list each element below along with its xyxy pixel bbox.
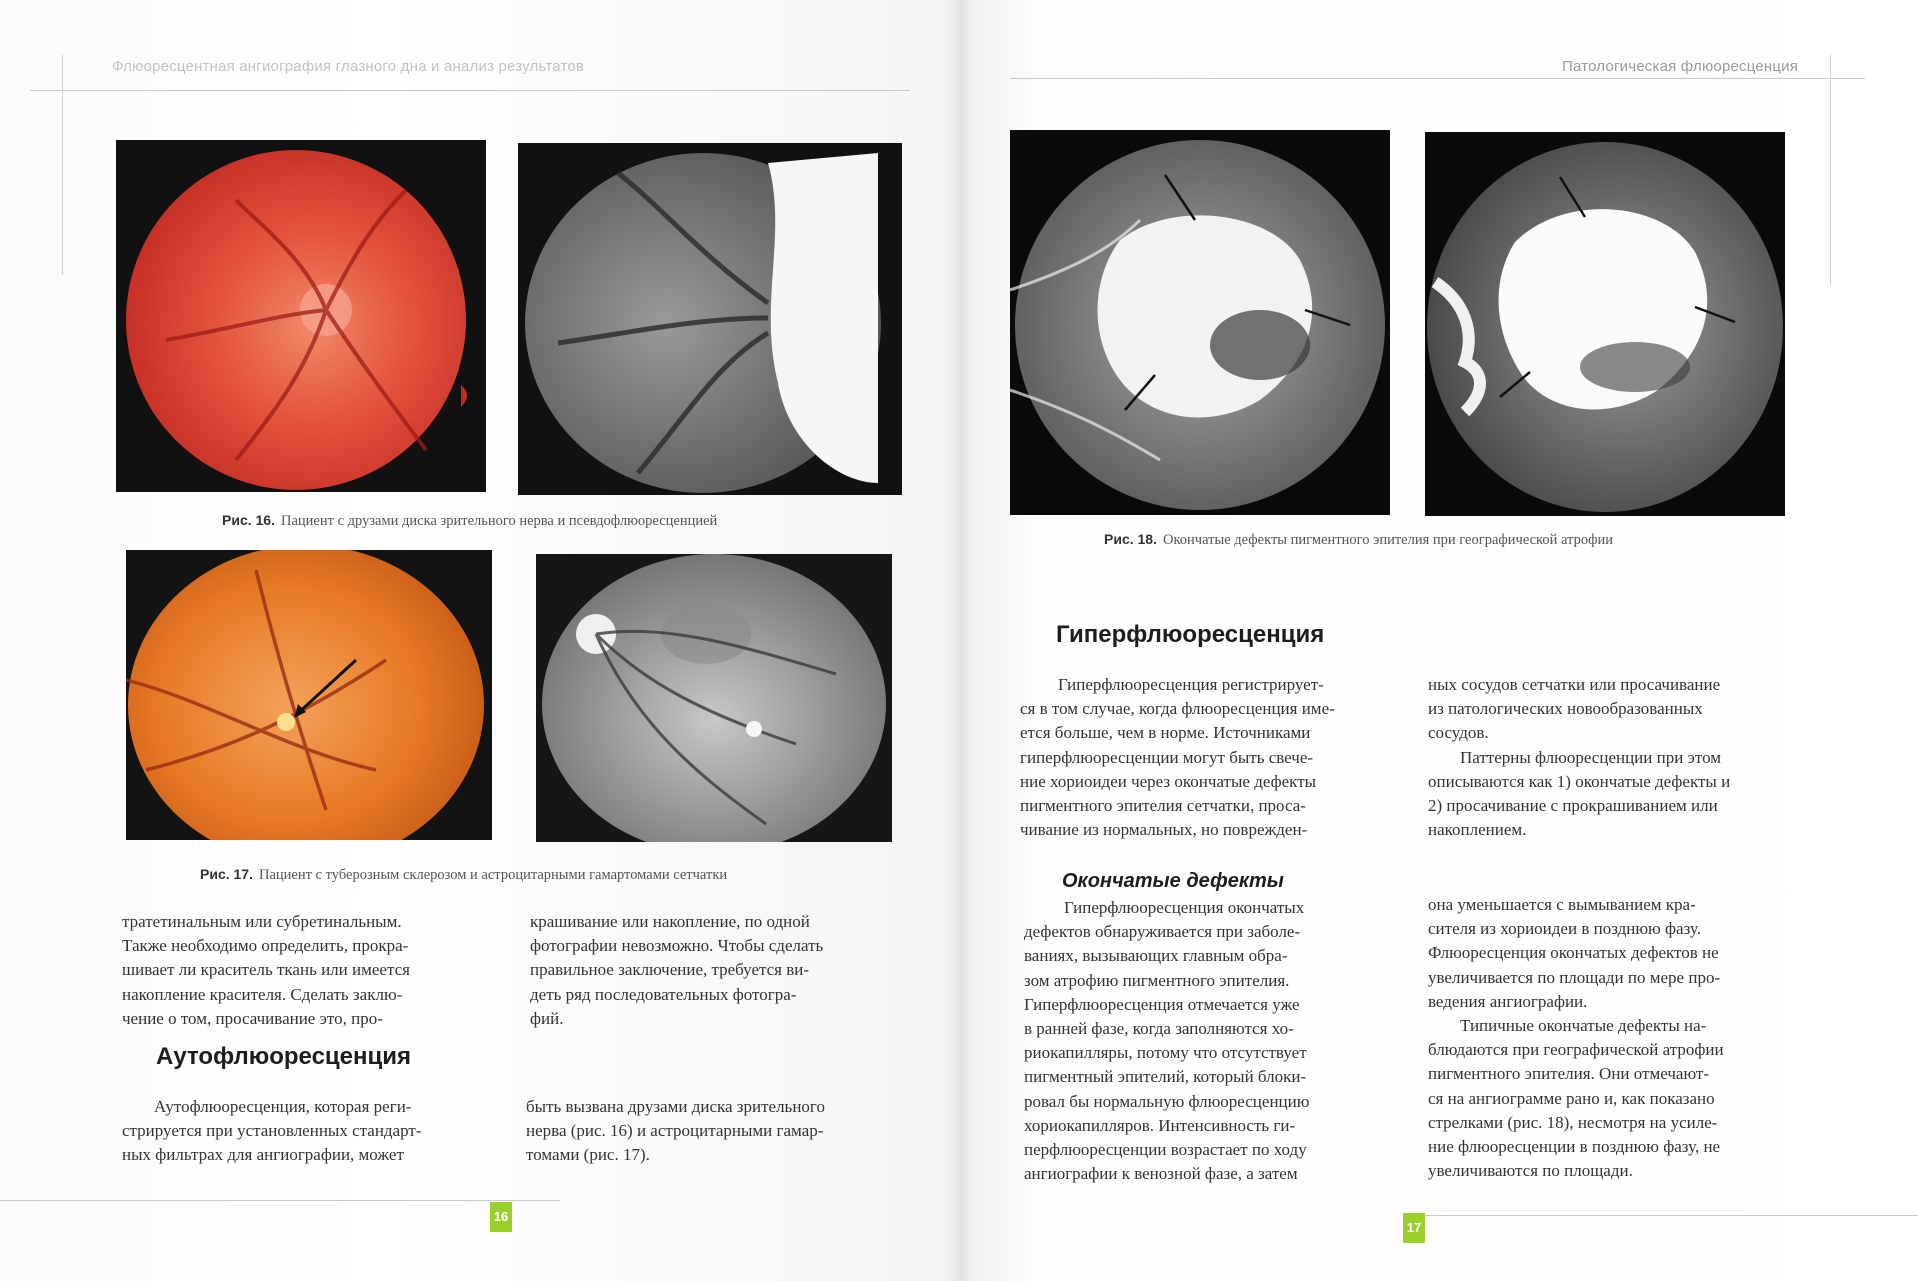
left-col2-bottom-paragraph — [526, 1095, 896, 1168]
text-line: Гиперфлюоресценция регистрирует- — [1058, 675, 1324, 694]
text-line: блюдаются при географической атрофии — [1428, 1040, 1724, 1060]
text-line: стрируется при установленных стандарт- — [122, 1121, 422, 1141]
text-line: ется больше, чем в норме. Источниками — [1020, 723, 1311, 743]
fig16-autofluorescence-photo — [518, 143, 902, 495]
text-line: крашивание или накопление, по одной — [530, 912, 810, 931]
left-page-number: 16 — [490, 1202, 512, 1232]
right-page-number: 17 — [1403, 1213, 1425, 1243]
fig17-number: Рис. 17. — [200, 866, 253, 882]
fig17-color-fundus-photo — [126, 550, 492, 840]
text-line: она уменьшается с вымыванием кра- — [1428, 895, 1696, 914]
right-footer-rule — [1420, 1215, 1918, 1216]
fig16-caption-text: Пациент с друзами диска зрительного нерва и псевдофлюоресценцией — [280, 513, 718, 529]
text-line: ангиографии к венозной фазе, а затем — [1024, 1164, 1298, 1184]
book-gutter — [944, 0, 974, 1281]
text-line: ся на ангиограмме рано и, как показано — [1428, 1088, 1715, 1108]
fig16-color-fundus-photo — [116, 140, 486, 492]
left-header-rule — [30, 90, 910, 91]
hyperfluorescence-heading: Гиперфлюоресценция — [1056, 621, 1325, 648]
text-line: чивание из нормальных, но поврежден- — [1020, 820, 1308, 840]
text-line: быть вызвана друзами диска зрительного — [526, 1097, 825, 1116]
text-line: хориокапилляров. Интенсивность ги- — [1024, 1115, 1296, 1135]
fig16-number: Рис. 16. — [222, 512, 275, 528]
text-line: пигментный эпителий, который блоки- — [1024, 1067, 1307, 1087]
text-line: сосудов. — [1428, 723, 1489, 743]
text-line: ведения ангиографии. — [1428, 991, 1588, 1011]
text-line: сителя из хориоидеи в позднюю фазу. — [1428, 919, 1701, 939]
fig18-angiogram-left — [1010, 130, 1390, 515]
right-col1-bottom-paragraph — [1024, 896, 1396, 1186]
text-line: ных фильтрах для ангиографии, может — [122, 1145, 404, 1165]
text-line: накоплением. — [1428, 820, 1527, 840]
fig18-caption — [1104, 531, 1613, 549]
text-line: Флюоресценция окончатых дефектов не — [1428, 943, 1719, 963]
text-line: ных сосудов сетчатки или просачивание — [1428, 675, 1721, 694]
left-col1-top-paragraph — [122, 910, 492, 1031]
text-line: риокапилляры, потому что отсутствует — [1024, 1043, 1307, 1063]
text-line: деть ряд последовательных фотогра- — [530, 984, 797, 1004]
right-col2-bottom-paragraph — [1428, 893, 1804, 1183]
text-line: пигментного эпителия сетчатки, проса- — [1020, 796, 1306, 816]
text-line: ние флюоресценции в позднюю фазу, не — [1428, 1137, 1721, 1157]
right-running-head: Патологическая флюоресценция — [1562, 58, 1799, 75]
fig18-angiogram-right — [1425, 132, 1785, 516]
text-line: Аутофлюоресценция, которая реги- — [154, 1097, 412, 1116]
right-header-rule — [1010, 78, 1865, 79]
left-margin-rule — [62, 55, 63, 275]
fig18-caption-text: Окончатые дефекты пигментного эпителия при географической атрофии — [1162, 532, 1613, 548]
left-col1-bottom-paragraph — [122, 1095, 492, 1168]
fig17-autofluorescence-photo — [536, 554, 892, 842]
text-line: накопление красителя. Сделать заклю- — [122, 984, 403, 1004]
fig16-caption — [222, 512, 717, 530]
left-col2-top-paragraph — [530, 910, 900, 1031]
right-col1-top-paragraph — [1020, 673, 1392, 842]
text-line: Гиперфлюоресценция отмечается уже — [1024, 994, 1300, 1014]
text-line: ся в том случае, когда флюоресценция име- — [1020, 699, 1335, 719]
text-line: стрелками (рис. 18), несмотря на усиле- — [1428, 1112, 1718, 1132]
left-footer-rule — [0, 1200, 560, 1201]
text-line: описываются как 1) окончатые дефекты и — [1428, 771, 1731, 791]
text-line: томами (рис. 17). — [526, 1145, 650, 1165]
text-line: гиперфлюоресценции могут быть свече- — [1020, 747, 1314, 767]
text-line: увеличиваются по площади. — [1428, 1161, 1633, 1181]
text-line: шивает ли краситель ткань или имеется — [122, 960, 410, 980]
autofluorescence-heading: Аутофлюоресценция — [156, 1043, 412, 1070]
left-running-head: Флюоресцентная ангиография глазного дна и анализ результатов — [112, 58, 585, 75]
fig17-caption — [200, 866, 727, 884]
text-line: дефектов обнаруживается при заболе- — [1024, 922, 1301, 942]
text-line: ние хориоидеи через окончатые дефекты — [1020, 771, 1317, 791]
fig18-number: Рис. 18. — [1104, 531, 1157, 547]
text-line: ровал бы нормальную флюоресценцию — [1024, 1091, 1310, 1111]
text-line: правильное заключение, требуется ви- — [530, 960, 810, 980]
fig17-caption-text: Пациент с туберозным склерозом и астроцитарными гамартомами сетчатки — [258, 867, 728, 883]
text-line: нерва (рис. 16) и астроцитарными гамар- — [526, 1121, 824, 1141]
text-line: Также необходимо определить, прокра- — [122, 936, 409, 956]
text-line: Типичные окончатые дефекты на- — [1460, 1016, 1707, 1036]
text-line: перфлюоресценции возрастает по ходу — [1024, 1140, 1307, 1160]
text-line: Паттерны флюоресценции при этом — [1460, 747, 1722, 767]
text-line: чение о том, просачивание это, про- — [122, 1008, 383, 1028]
right-col2-top-paragraph — [1428, 673, 1800, 842]
text-line: из патологических новообразованных — [1428, 699, 1703, 719]
text-line: ваниях, вызывающих главным обра- — [1024, 946, 1288, 966]
text-line: пигментного эпителия. Они отмечают- — [1428, 1064, 1710, 1084]
window-defects-subheading: Окончатые дефекты — [1062, 870, 1284, 892]
text-line: Гиперфлюоресценция окончатых — [1064, 898, 1305, 917]
text-line: 2) просачивание с прокрашиванием или — [1428, 796, 1718, 816]
text-line: в ранней фазе, когда заполняются хо- — [1024, 1019, 1294, 1039]
text-line: зом атрофию пигментного эпителия. — [1024, 970, 1290, 990]
text-line: фий. — [530, 1008, 564, 1028]
text-line: фотографии невозможно. Чтобы сделать — [530, 936, 824, 956]
right-margin-rule — [1830, 55, 1831, 285]
text-line: увеличивается по площади по мере про- — [1428, 967, 1721, 987]
text-line: тратетинальным или субретинальным. — [122, 912, 402, 931]
